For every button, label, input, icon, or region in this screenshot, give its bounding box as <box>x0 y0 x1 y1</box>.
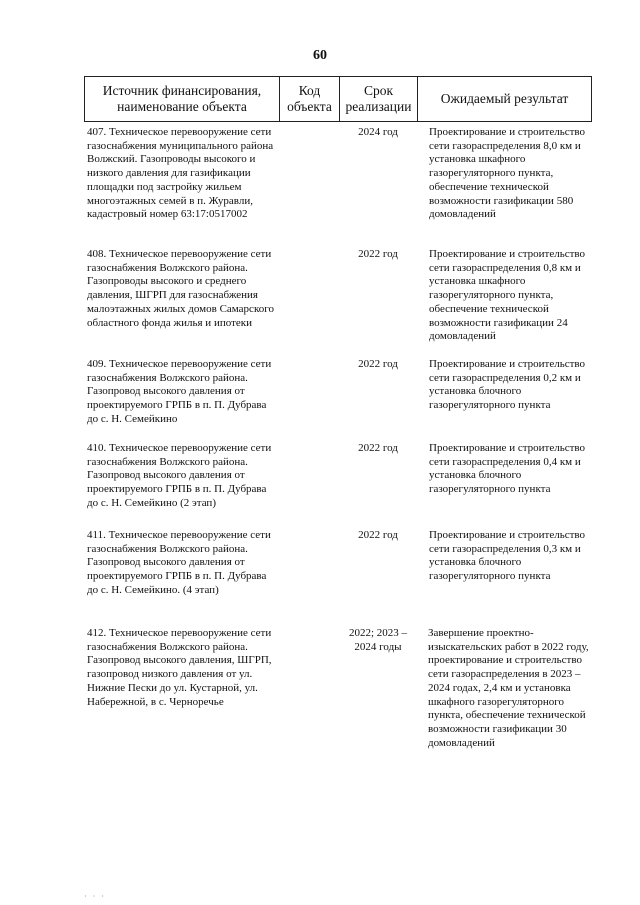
table-header <box>84 76 592 122</box>
row-source: 409. Техническое перевооружение сети газоснабжения Волжского района. Газопровод высокого давления от проектируемого ГРПБ в п. П. Дубрава до с. Н. Семейкино <box>87 358 272 425</box>
row-result: Проектирование и строительство сети газораспределения 8,0 км и установка шкафного газорегуляторного пункта, обеспечение технической возможности газификации 580 домовладений <box>429 126 586 221</box>
row-source: 410. Техническое перевооружение сети газоснабжения Волжского района. Газопровод высокого давления от проектируемого ГРПБ в п. П. Дубрава до с. Н. Семейкино (2 этап) <box>87 442 272 509</box>
row-source: 412. Техническое перевооружение сети газоснабжения Волжского района. Газопровод высокого давления, ШГРП, газопровод низкого давления от ул. Нижние Пески до ул. Кустарной, ул. Набережной, в с. Черноречье <box>87 627 272 708</box>
row-term: 2022 год <box>358 529 398 541</box>
page-number: 60 <box>313 48 327 63</box>
header-code: Код объекта <box>279 77 339 121</box>
row-result: Проектирование и строительство сети газораспределения 0,8 км и установка шкафного газорегуляторного пункта, обеспечение технической возможности газификации 24 домовладений <box>429 248 586 343</box>
row-term: 2022 год <box>358 248 398 260</box>
scan-artifact: · · · <box>84 892 106 901</box>
row-result: Проектирование и строительство сети газораспределения 0,3 км и установка блочного газорегуляторного пункта <box>429 529 586 583</box>
row-source: 407. Техническое перевооружение сети газоснабжения муниципального района Волжский. Газопроводы высокого и низкого давления для газификации площадки под застройку жильем многоэтажных семей в п. Журавли, кадастровый номер 63:17:0517002 <box>87 126 274 221</box>
row-result: Проектирование и строительство сети газораспределения 0,2 км и установка блочного газорегуляторного пункта <box>429 358 586 412</box>
row-term: 2022 год <box>358 358 398 370</box>
header-result: Ожидаемый результат <box>417 77 591 121</box>
row-result: Завершение проектно-изыскательских работ в 2022 году, проектирование и строительство сети газораспределения в 2023 – 2024 годах, 2,4 км и установка шкафного газорегуляторного пункта, обеспечение технической возможности газификации 30 домовладений <box>428 627 589 749</box>
header-source: Источник финансирования, наименование объекта <box>102 83 262 114</box>
header-term: Срок реализации <box>339 77 417 121</box>
row-result: Проектирование и строительство сети газораспределения 0,4 км и установка блочного газорегуляторного пункта <box>429 442 586 496</box>
table-body <box>84 122 592 882</box>
row-term: 2022 год <box>358 442 398 454</box>
row-term: 2022; 2023 – 2024 годы <box>348 627 408 653</box>
row-source: 411. Техническое перевооружение сети газоснабжения Волжского района. Газопровод высокого давления от проектируемого ГРПБ в п. П. Дубрава до с. Н. Семейкино. (4 этап) <box>87 529 271 596</box>
row-source: 408. Техническое перевооружение сети газоснабжения Волжского района. Газопроводы высокого и среднего давления, ШГРП для газоснабжения малоэтажных жилых домов Самарского областного фонда жилья и ипотеки <box>87 248 274 329</box>
row-term: 2024 год <box>358 126 398 138</box>
